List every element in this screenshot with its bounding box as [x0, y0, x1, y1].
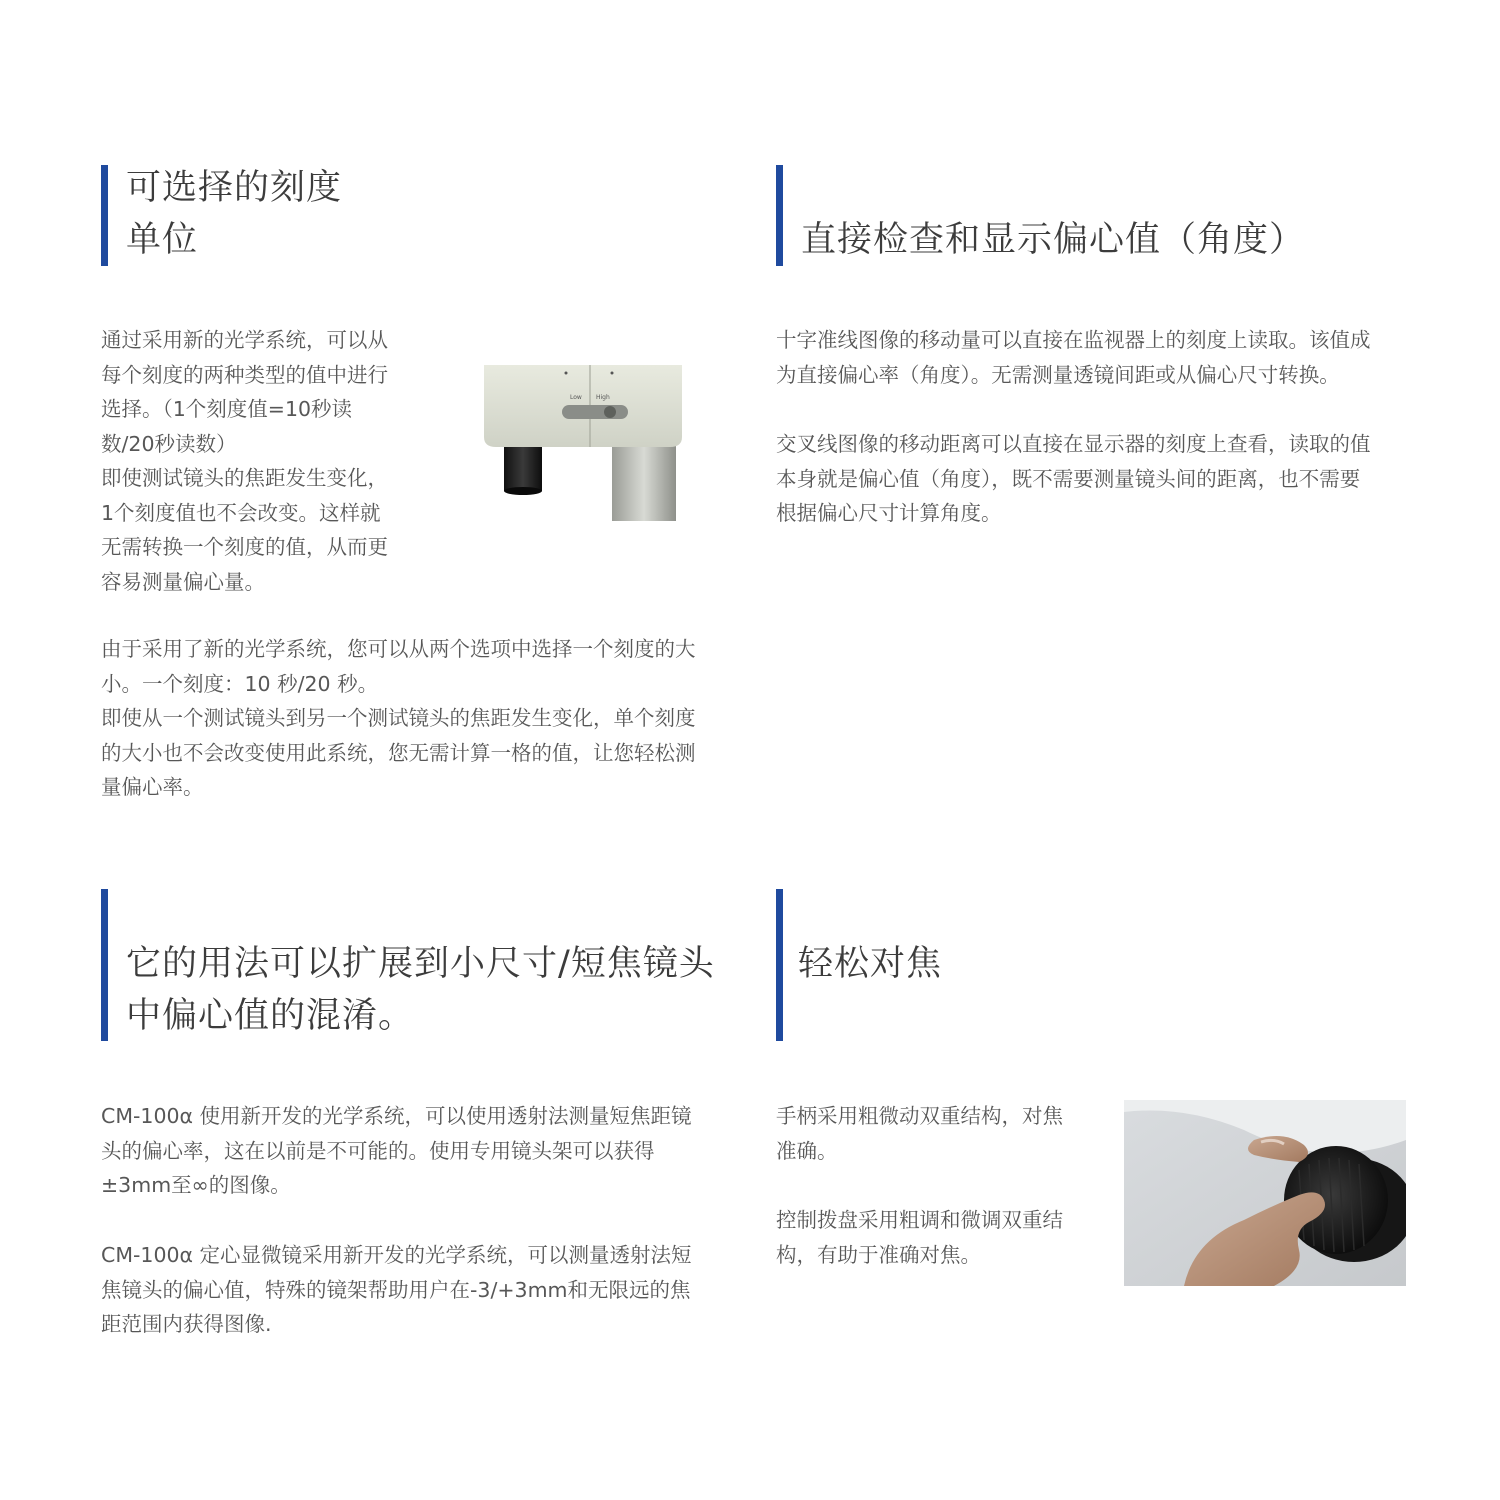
- heading-accent-bar: [776, 889, 783, 1041]
- section-heading-small-lens: 它的用法可以扩展到小尺寸/短焦镜头 中偏心值的混淆。: [126, 944, 715, 1036]
- low-label: Low: [570, 394, 582, 401]
- heading-accent-bar: [101, 165, 108, 266]
- paragraph-small-lens-1: CM-100α 使用新开发的光学系统，可以使用透射法测量短焦距镜 头的偏心率，这在以前是不可能的。使用专用镜头架可以获得 ±3mm至∞的图像。: [101, 1104, 692, 1197]
- focus-knob-illustration: [1124, 1100, 1406, 1286]
- paragraph-scale-units-1: 通过采用新的光学系统，可以从 每个刻度的两种类型的值中进行 选择。（1个刻度值=10秒读 数/20秒读数） 即使测试镜头的焦距发生变化， 1个刻度值也不会改变。这样就 无需转换一个刻度的值，从而更 容易测量偏心量。: [101, 328, 388, 594]
- heading-accent-bar: [776, 165, 783, 266]
- section-heading-scale-units: 可选择的刻度 单位: [126, 168, 343, 260]
- microscope-head-photo: [484, 365, 682, 521]
- high-label: High: [596, 394, 610, 401]
- paragraph-direct-check-1: 十字准线图像的移动量可以直接在监视器上的刻度上读取。该值成 为直接偏心率（角度）。无需测量透镜间距或从偏心尺寸转换。: [776, 328, 1371, 387]
- paragraph-easy-focus-2: 控制拨盘采用粗调和微调双重结 构，有助于准确对焦。: [776, 1208, 1063, 1267]
- paragraph-small-lens-2: CM-100α 定心显微镜采用新开发的光学系统，可以测量透射法短 焦镜头的偏心值，特殊的镜架帮助用户在-3/+3mm和无限远的焦 距范围内获得图像.: [101, 1243, 692, 1336]
- section-heading-direct-check: 直接检查和显示偏心值（角度）: [801, 220, 1306, 260]
- paragraph-scale-units-2: 由于采用了新的光学系统，您可以从两个选项中选择一个刻度的大 小。一个刻度：10 秒/20 秒。 即使从一个测试镜头到另一个测试镜头的焦距发生变化，单个刻度 的大小也不会改变使用此系统，您无需计算一格的值，让您轻松测 量偏心率。: [101, 637, 696, 799]
- paragraph-direct-check-2: 交叉线图像的移动距离可以直接在显示器的刻度上查看，读取的值 本身就是偏心值（角度），既不需要测量镜头间的距离，也不需要 根据偏心尺寸计算角度。: [776, 432, 1371, 525]
- paragraph-easy-focus-1: 手柄采用粗微动双重结构，对焦 准确。: [776, 1104, 1063, 1163]
- focus-knob-photo: [1124, 1100, 1406, 1286]
- heading-accent-bar: [101, 889, 108, 1041]
- section-heading-easy-focus: 轻松对焦: [798, 944, 943, 984]
- microscope-head-illustration: [484, 365, 682, 521]
